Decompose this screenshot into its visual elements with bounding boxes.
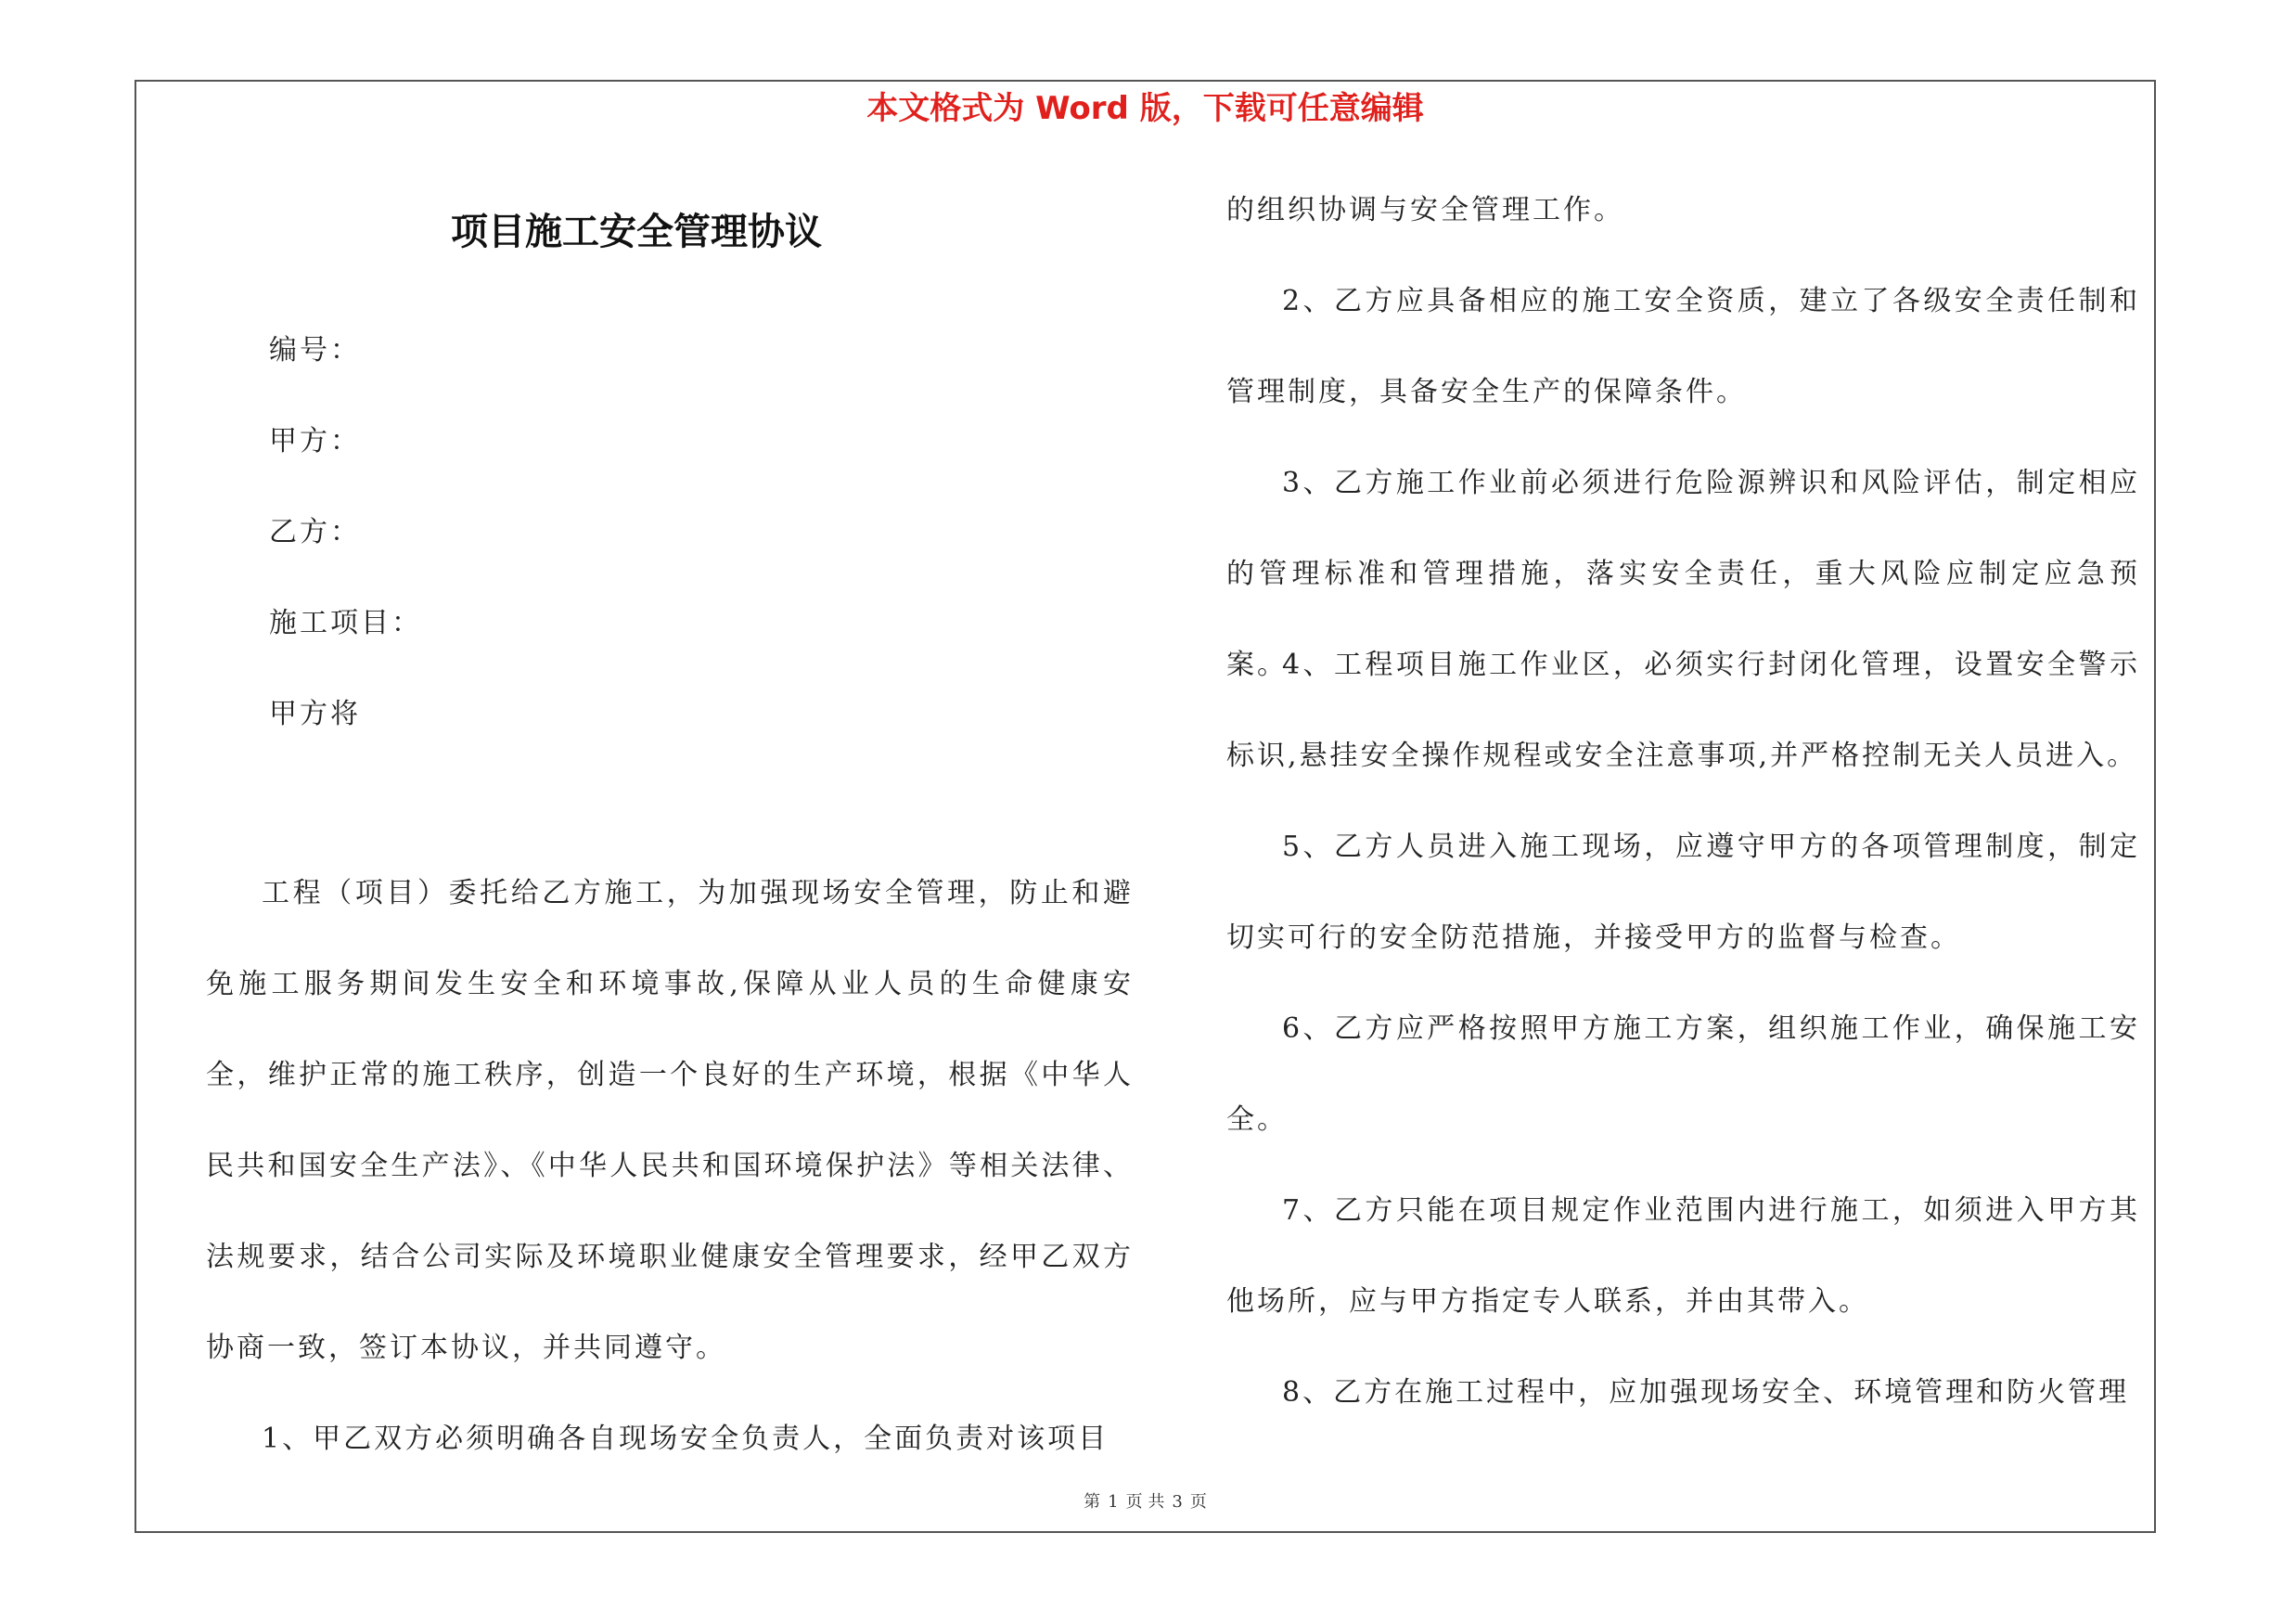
document-title: 项目施工安全管理协议 [451,211,822,253]
footer-suffix: 页 [1189,1492,1207,1512]
clause-6: 6、乙方应严格按照甲方施工方案，组织施工作业，确保施工安全。 [1226,1012,2140,1136]
footer-middle: 页 共 [1125,1492,1165,1512]
clause-3: 3、乙方施工作业前必须进行危险源辨识和风险评估，制定相应的管理标准和管理措施，落实安全责任，重大风险应制定应急预案。 [1226,467,2140,681]
party-a-field: 甲方： [269,425,361,457]
clause-1-start: 1、甲乙双方必须明确各自现场安全负责人，全面负责对该项目 [262,1423,1110,1455]
intro-paragraph: 工程（项目）委托给乙方施工，为加强现场安全管理，防止和避免施工服务期间发生安全和环境事故,保障从业人员的生命健康安全，维护正常的施工秩序，创造一个良好的生产环境，根据《中华人民共和国安全生产法》、《中华人民共和国环境保护法》等相关法律、法规要求，结合公司实际及环境职业健康安全管理要求，经甲乙双方协商一致，签订本协议，并共同遵守。 [206,877,1134,1364]
footer-current-page: 1 [1108,1492,1119,1512]
clause-4: 4、工程项目施工作业区，必须实行封闭化管理，设置安全警示标识,悬挂安全操作规程或安全注意事项,并严格控制无关人员进入。 [1226,649,2140,772]
clause-7: 7、乙方只能在项目规定作业范围内进行施工，如须进入甲方其他场所，应与甲方指定专人联系，并由其带入。 [1226,1194,2140,1318]
clause-1-end: 的组织协调与安全管理工作。 [1226,194,1624,226]
word-format-banner: 本文格式为 Word 版，下载可任意编辑 [866,90,1424,127]
footer-prefix: 第 [1084,1492,1101,1512]
clause-8: 8、乙方在施工过程中，应加强现场安全、环境管理和防火管理 [1282,1376,2130,1409]
page-footer [135,1488,2156,1516]
party-a-will-text: 甲方将 [269,698,361,730]
footer-total-pages: 3 [1172,1492,1183,1512]
number-field: 编号： [269,334,361,367]
party-b-field: 乙方： [269,516,361,548]
clause-5: 5、乙方人员进入施工现场，应遵守甲方的各项管理制度，制定切实可行的安全防范措施，并接受甲方的监督与检查。 [1226,831,2140,954]
project-field: 施工项目： [269,607,422,639]
clause-2: 2、乙方应具备相应的施工安全资质，建立了各级安全责任制和管理制度，具备安全生产的保障条件。 [1226,285,2140,408]
